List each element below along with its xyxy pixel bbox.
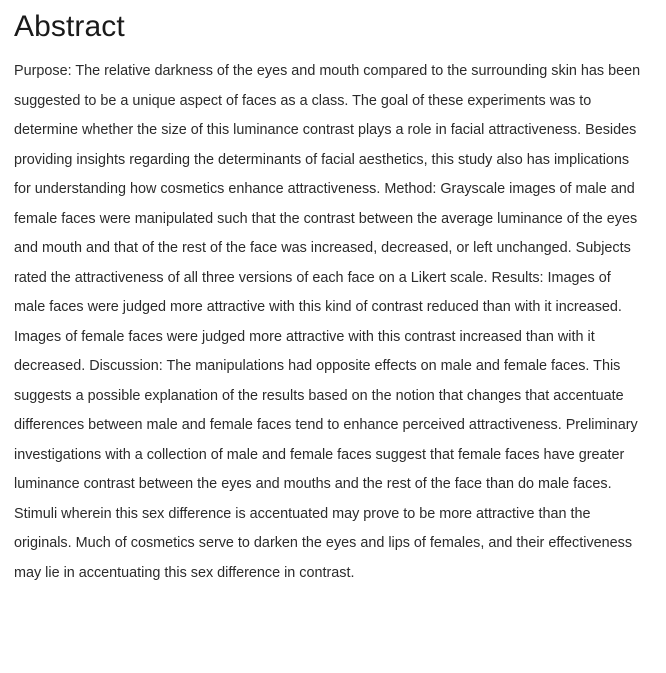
abstract-paragraph: Purpose: The relative darkness of the eyes and mouth compared to the surrounding skin has been suggested to be a unique aspect of faces as a class. The goal of these experiments was to determine whether the size of this luminance contrast plays a role in facial attractiveness. Besides providing insights regarding the determinants of facial aesthetics, this study also has implications for understanding how cosmetics enhance attractiveness. Method: Grayscale images of male and female faces were manipulated such that the contrast between the average luminance of the eyes and mouth and that of the rest of the face was increased, decreased, or left unchanged. Subjects rated the attractiveness of all three versions of each face on a Likert scale. Results: Images of male faces were judged more attractive with this kind of contrast reduced than with it increased. Images of female faces were judged more attractive with this contrast increased than with it decreased. Discussion: The manipulations had opposite effects on male and female faces. This suggests a possible explanation of the results based on the notion that changes that accentuate differences between male and female faces tend to enhance perceived attractiveness. Preliminary investigations with a collection of male and female faces suggest that female faces have greater luminance contrast between the eyes and mouths and the rest of the face than do male faces. Stimuli wherein this sex difference is accentuated may prove to be more attractive than the originals. Much of cosmetics serve to darken the eyes and lips of females, and their effectiveness may lie in accentuating this sex difference in contrast. [14,63,641,581]
page-title: Abstract [14,10,125,43]
